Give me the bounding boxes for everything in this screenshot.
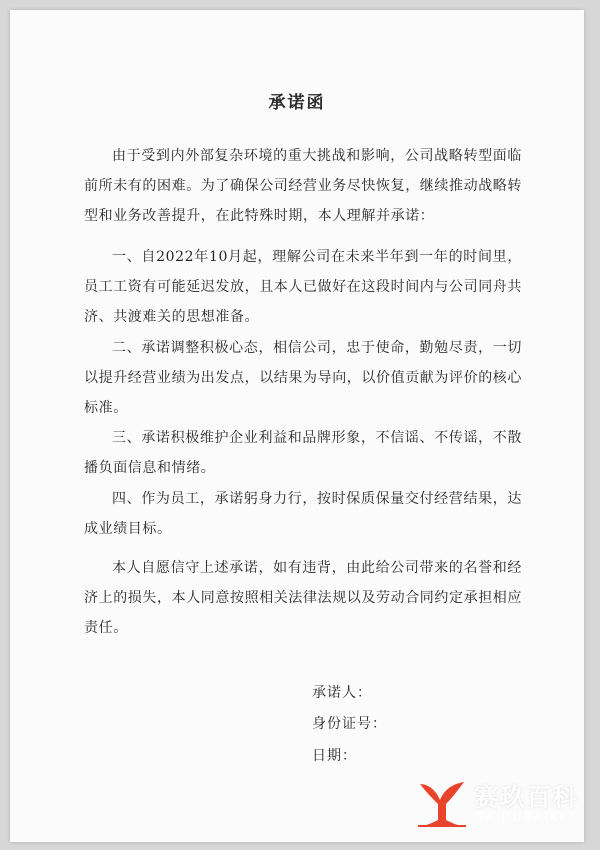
paragraph-item-1: 一、自2022年10月起，理解公司在未来半年到一年的时间里，员工工资有可能延迟发放，且本人已做好在这段时间内与公司同舟共济、共渡难关的思想准备。 <box>84 249 522 325</box>
promisor-label: 承诺人： <box>312 685 372 701</box>
date-label: 日期： <box>312 748 357 764</box>
paragraph-closing: 本人自愿信守上述承诺，如有违背，由此给公司带来的名誉和经济上的损失，本人同意按照相关法律法规以及劳动合同约定承担相应责任。 <box>84 560 522 636</box>
paragraph-item-4: 四、作为员工，承诺躬身力行，按时保质保量交付经营结果，达成业绩目标。 <box>84 491 522 537</box>
paragraph-intro: 由于受到内外部复杂环境的重大挑战和影响，公司战略转型面临前所未有的困难。为了确保公司经营业务尽快恢复，继续推动战略转型和业务改善提升，在此特殊时期，本人理解并承诺： <box>84 148 522 224</box>
document-page <box>10 10 584 842</box>
watermark-brand-cn: 赛玖百科 <box>474 783 579 812</box>
whale-tail-icon <box>414 776 470 828</box>
watermark-brand-en: SAIJIUBAIKE <box>476 810 569 824</box>
document-title: 承诺函 <box>268 93 326 113</box>
watermark <box>414 772 584 832</box>
paragraph-item-3: 三、承诺积极维护企业利益和品牌形象，不信谣、不传谣，不散播负面信息和情绪。 <box>84 430 522 476</box>
paragraph-item-2: 二、承诺调整积极心态，相信公司，忠于使命，勤勉尽责，一切以提升经营业绩为出发点，以结果为导向，以价值贡献为评价的核心标准。 <box>84 340 522 416</box>
id-number-label: 身份证号： <box>312 716 387 732</box>
